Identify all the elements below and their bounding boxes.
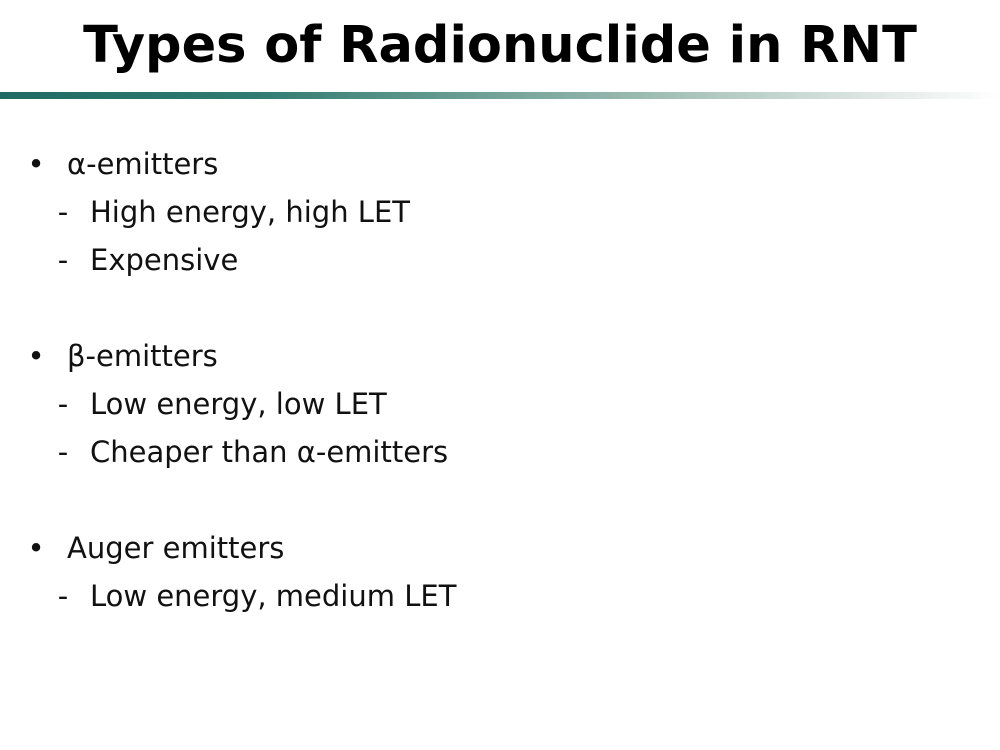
bullet-heading: β-emitters [67, 339, 218, 373]
dash-icon: - [57, 579, 69, 613]
sub-item-text: Low energy, low LET [90, 387, 387, 421]
slide-content [0, 140, 1000, 668]
section-auger-emitters [0, 524, 1000, 620]
bullet-item [0, 332, 1000, 380]
dash-icon: - [57, 195, 69, 229]
title-divider [0, 92, 1000, 99]
sub-item-text: Low energy, medium LET [90, 579, 457, 613]
sub-item-text: Cheaper than α-emitters [90, 435, 449, 469]
sub-item [0, 380, 1000, 428]
sub-item-text: High energy, high LET [90, 195, 410, 229]
bullet-heading: Auger emitters [67, 531, 285, 565]
bullet-icon: • [27, 339, 45, 373]
dash-icon: - [57, 243, 69, 277]
bullet-heading: α-emitters [67, 147, 219, 181]
slide-title: Types of Radionuclide in RNT [83, 16, 917, 75]
dash-icon: - [57, 387, 69, 421]
sub-item [0, 188, 1000, 236]
sub-item [0, 572, 1000, 620]
section-alpha-emitters [0, 140, 1000, 284]
sub-item-text: Expensive [90, 243, 239, 277]
section-beta-emitters [0, 332, 1000, 476]
bullet-icon: • [27, 147, 45, 181]
bullet-item [0, 140, 1000, 188]
bullet-item [0, 524, 1000, 572]
sub-item [0, 236, 1000, 284]
dash-icon: - [57, 435, 69, 469]
bullet-icon: • [27, 531, 45, 565]
sub-item [0, 428, 1000, 476]
